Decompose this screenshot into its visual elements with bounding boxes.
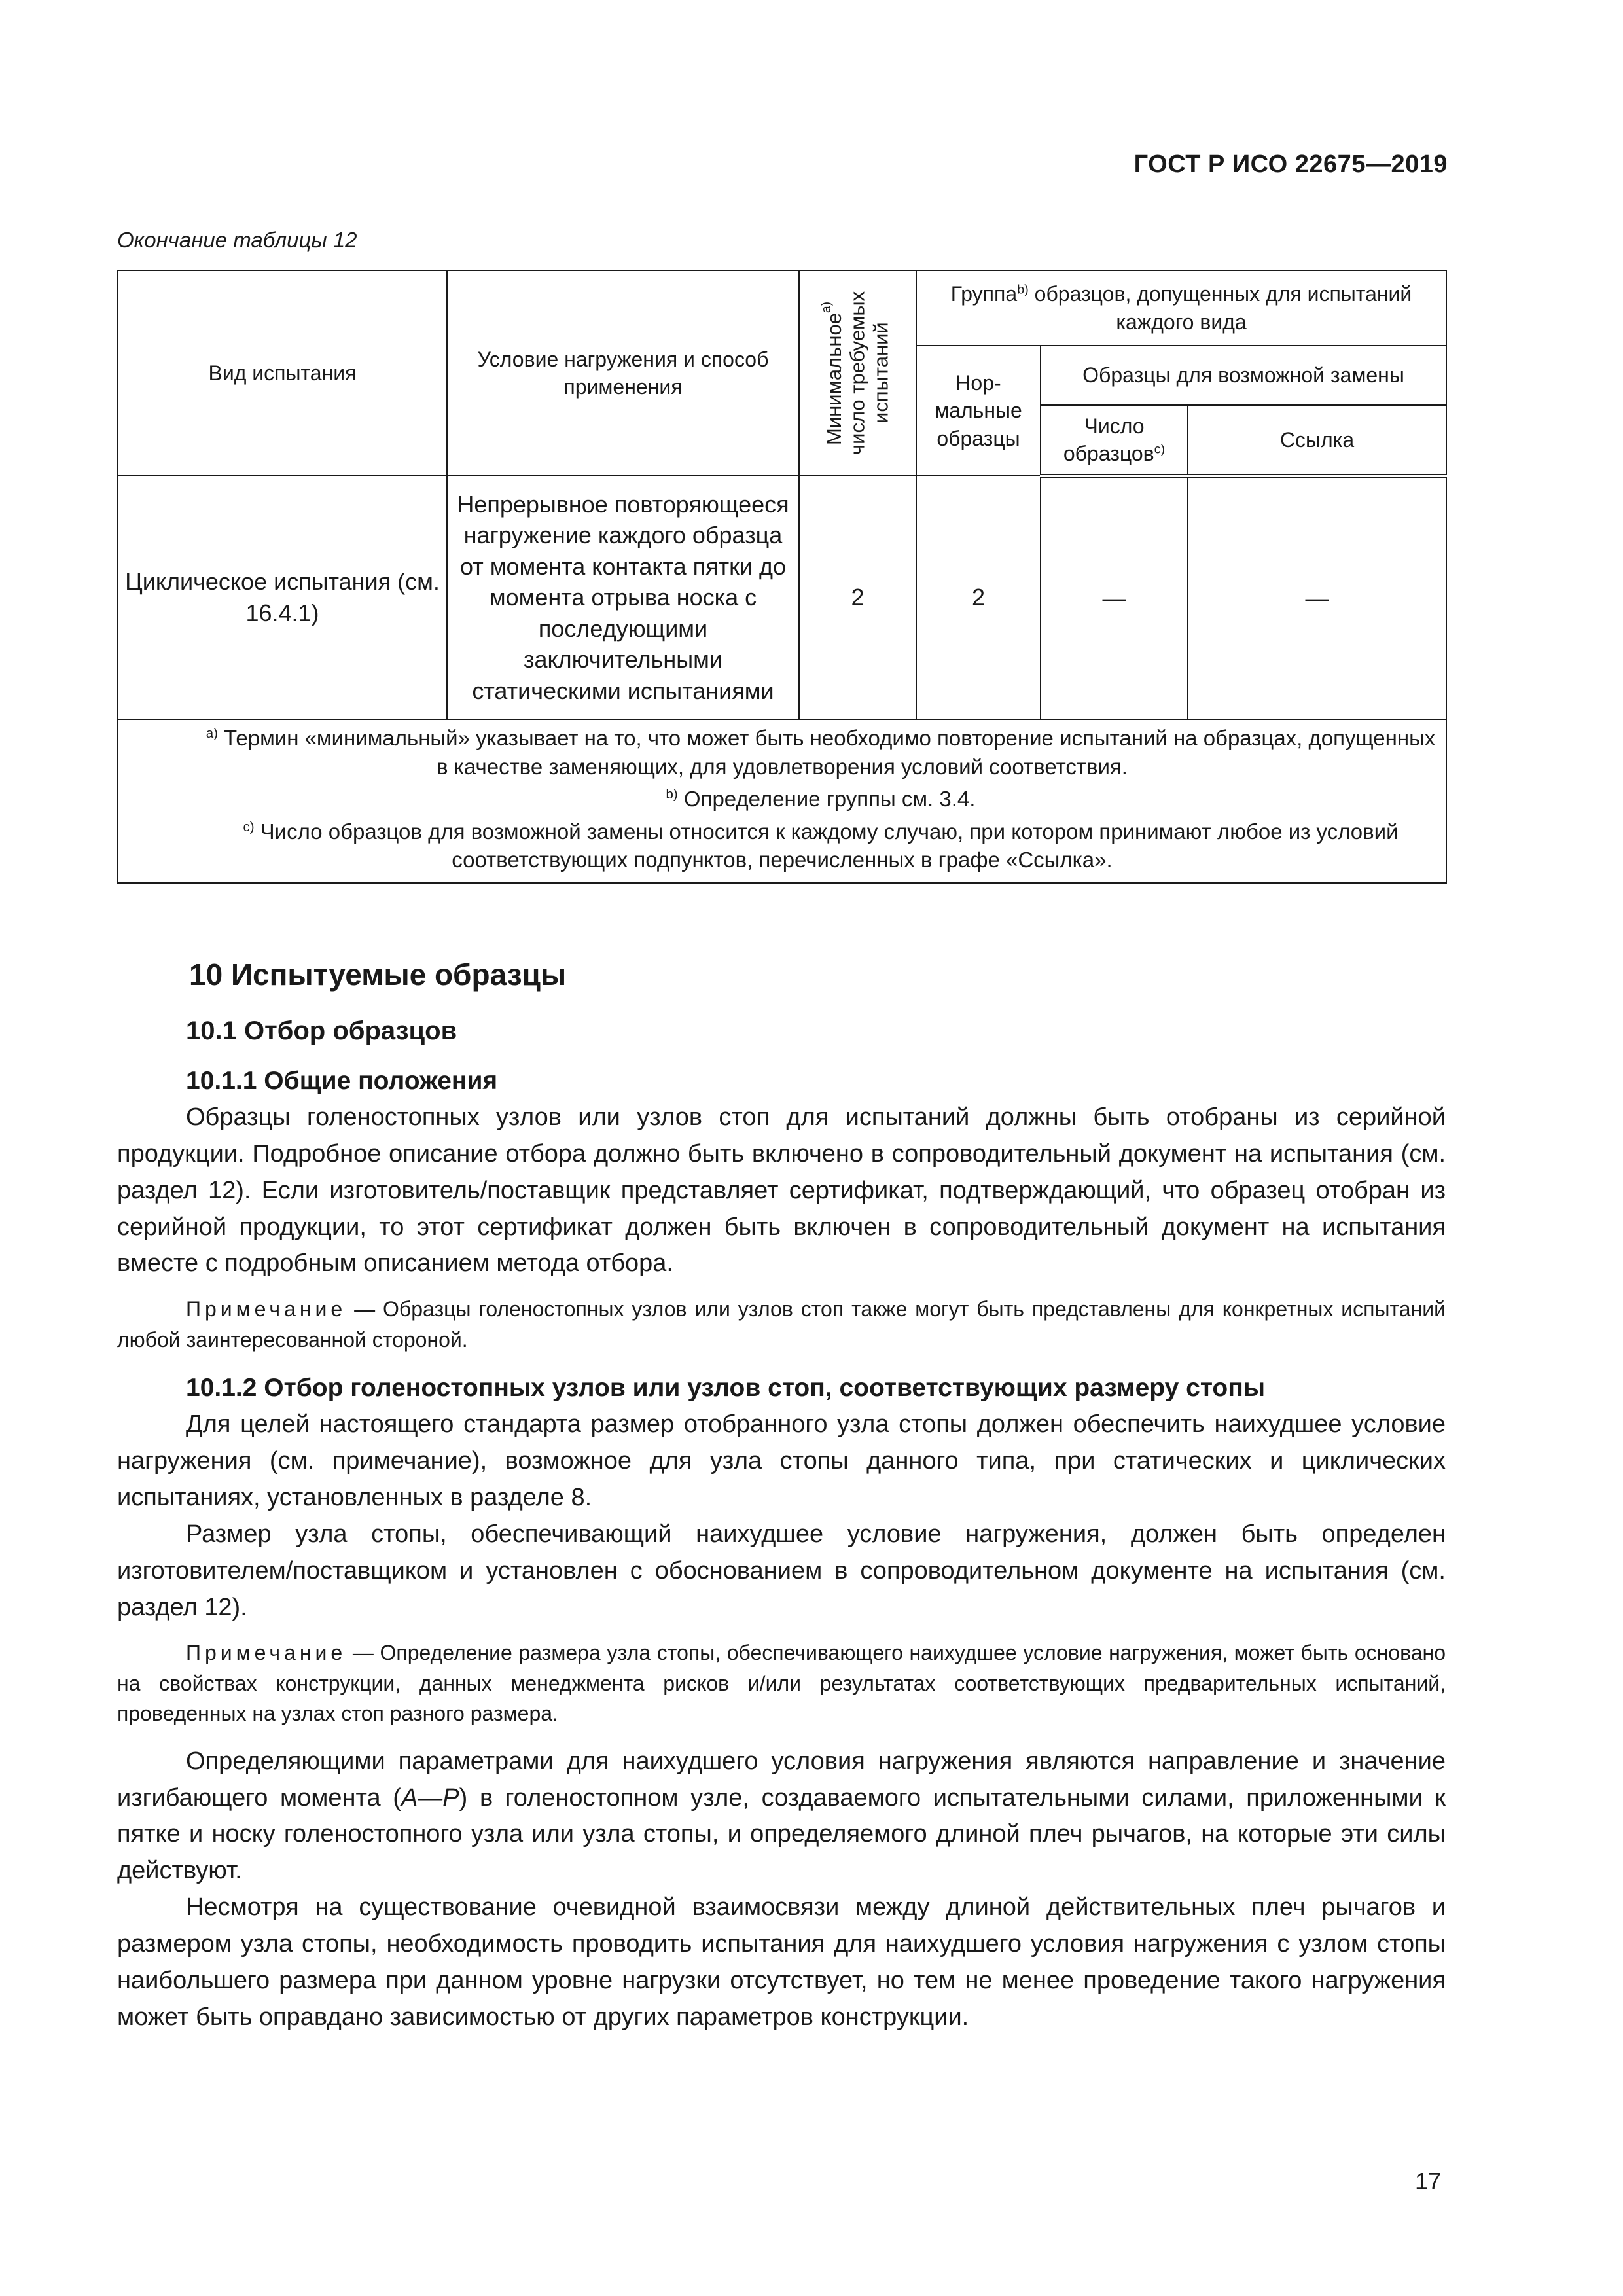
footnote-a: $^{a)}$ Термин «минимальный» указывает на то, что может быть необходимо повторение испытаний на образцах, допущенных в качестве заменяющих, для удовлетворения условий соответствия. (205, 726, 1436, 779)
footnote-b: $^{b)}$ Определение группы см. 3.4. (666, 787, 976, 812)
section-body (117, 956, 1446, 2036)
paragraph-2: Для целей настоящего стандарта размер отобранного узла стопы должен обеспечить наихудшее условие нагружения (см. примечание), возможное для узла стопы данного типа, при статических и циклических испытаниях, установленных в разделе 8. (117, 1410, 1446, 1512)
test-table (117, 270, 1447, 884)
subsection-10-1-title: 10.1 Отбор образцов (186, 1016, 457, 1045)
header-count: Число образцов$^{c)}$ (1041, 405, 1188, 476)
section-title: 10 Испытуемые образцы (189, 958, 567, 992)
table-row (118, 476, 1446, 719)
note-2: Примечание — Определение размера узла стопы, обеспечивающего наихудшее условие нагружения, может быть основано на свойствах конструкции, данных менеджмента рисков и/или результатах соответствующих предварительных испытаний, проведенных на узлах стоп разного размера. (117, 1641, 1446, 1726)
header-group: Группа$^{b)}$ образцов, допущенных для испытаний каждого вида (916, 270, 1446, 346)
subsection-10-1-2-title: 10.1.2 Отбор голеностопных узлов или узлов стоп, соответствующих размеру стопы (186, 1374, 1266, 1402)
paragraph-3: Размер узла стопы, обеспечивающий наихудшее условие нагружения, должен быть определен изготовителем/поставщиком и установлен с обоснованием в сопроводительном документе на испытания (см. раздел 12). (117, 1520, 1446, 1621)
header-normal: Нор-мальные образцы (916, 346, 1041, 476)
header-min-number: Минимальное$^{a)}$ число требуемых испытаний (799, 270, 916, 476)
cell-reference: — (1188, 476, 1446, 719)
footnote-c: $^{c)}$ Число образцов для возможной замены относится к каждому случаю, при котором принимают любое из условий соответствующих подпунктов, перечисленных в графе «Ссылка». (243, 819, 1399, 872)
cell-normal: 2 (916, 476, 1041, 719)
footnotes-row (118, 719, 1446, 883)
cell-load-condition: Непрерывное повторяющееся нагружение каждого образца от момента контакта пятки до момента отрыва носка с последующими заключительными статическими испытаниями (447, 476, 799, 719)
paragraph-5: Несмотря на существование очевидной взаимосвязи между длиной действительных плеч рычагов и размером узла стопы, необходимость проводить испытания для наихудшего условия нагружения с узлом стопы наибольшего размера при данном уровне нагрузки отсутствует, но тем не менее проведение такого нагружения может быть оправдано зависимостью от других параметров конструкции. (117, 1893, 1446, 2031)
paragraph-4: Определяющими параметрами для наихудшего условия нагружения являются направление и значение изгибающего момента (A—P) в голеностопном узле, создаваемого испытательными силами, приложенными к пятке и носку голеностопного узла или узла стопы, и определяемого длиной плеч рычагов, на которые эти силы действуют. (117, 1747, 1446, 1885)
page-number: 17 (1414, 2168, 1441, 2195)
cell-test-type: Циклическое испытания (см. 16.4.1) (118, 476, 447, 719)
paragraph-1: Образцы голеностопных узлов или узлов стоп для испытаний должны быть отобраны из серийной продукции. Подробное описание отбора должно быть включено в сопроводительный документ на испытания (см. раздел 12). Если изготовитель/поставщик представляет сертификат, подтверждающий, что образец отобран из серийной продукции, то этот сертификат должен быть включен в сопроводительный документ на испытания вместе с подробным описанием метода отбора. (117, 1103, 1446, 1278)
note-1: Примечание — Образцы голеностопных узлов или узлов стоп также могут быть представлены для конкретных испытаний любой заинтересованной стороной. (117, 1297, 1446, 1352)
cell-min-number: 2 (799, 476, 916, 719)
note-label: Примечание (186, 1297, 347, 1321)
header-reference: Ссылка (1188, 405, 1446, 476)
header-load-condition: Условие нагружения и способ применения (447, 270, 799, 476)
document-id: ГОСТ Р ИСО 22675—2019 (1133, 151, 1448, 178)
table-footnotes (118, 719, 1446, 883)
cell-replacement-count: — (1041, 476, 1188, 719)
header-replacement: Образцы для возможной замены (1041, 346, 1446, 405)
note-label: Примечание (186, 1641, 347, 1665)
subsection-10-1-1-title: 10.1.1 Общие положения (186, 1066, 498, 1095)
table-caption: Окончание таблицы 12 (117, 228, 357, 252)
header-test-type: Вид испытания (118, 270, 447, 476)
